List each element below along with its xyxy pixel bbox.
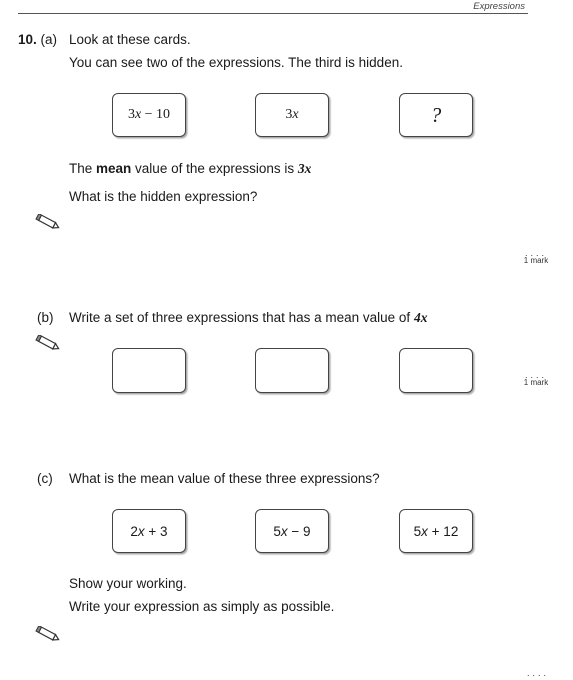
part-c-question: What is the mean value of these three expressions? [69,471,380,486]
part-a-line1: Look at these cards. [69,32,191,47]
part-c-working1: Show your working. [69,576,187,591]
answer-box-b-1[interactable] [112,348,186,393]
question-number: 10. (a) [18,32,58,47]
answer-box-b-2[interactable] [255,348,329,393]
part-a-line2: You can see two of the expressions. The third is hidden. [69,55,403,70]
part-a-label: (a) [40,32,58,47]
mark-a: .... 1 mark [523,248,549,265]
card-c-3: 5x + 12 [399,509,473,553]
part-b-label: (b) [37,310,54,325]
card-a-hidden: ? [399,93,473,137]
part-a-question: What is the hidden expression? [69,189,258,204]
answer-dots: .... [526,668,549,678]
part-c-working2: Write your expression as simply as possible. [69,599,335,614]
card-a-2: 3x [255,93,329,137]
pencil-icon [35,626,61,642]
part-a-mean-statement: The mean value of the expressions is 3x [69,161,312,176]
mark-b: .... 1 mark [523,370,549,387]
answer-box-b-3[interactable] [399,348,473,393]
card-c-1: 2x + 3 [112,509,186,553]
header-rule [18,13,528,14]
part-c-label: (c) [37,471,53,486]
section-title: Expressions [473,1,525,12]
pencil-icon [35,335,61,351]
part-b-question: Write a set of three expressions that has a mean value of 4x [69,310,428,325]
card-a-1: 3x − 10 [112,93,186,137]
card-c-2: 5x − 9 [255,509,329,553]
pencil-icon [35,214,61,230]
